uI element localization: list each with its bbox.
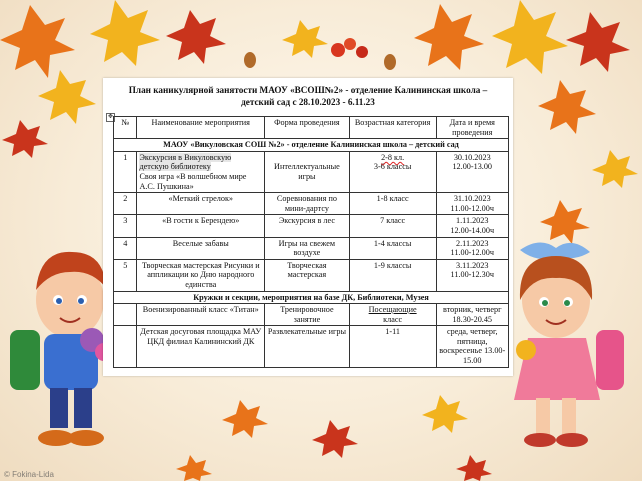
header-date: Дата и время проведения (436, 117, 509, 139)
row-date (436, 215, 509, 237)
header-no: № (114, 117, 137, 139)
row-date: среда, четверг, пятница, воскресенье 13.00-15.00 (436, 326, 509, 367)
row-form: Развлекательные игры (265, 326, 350, 367)
table-row (114, 237, 509, 259)
table-row (114, 215, 509, 237)
row-name: Веселые забавы (137, 237, 265, 259)
watermark: © Fokina-Lida (4, 470, 54, 479)
row-no: 4 (114, 237, 137, 259)
row-no: 2 (114, 193, 137, 215)
row-date-line-2: 12.00-13.00 (452, 162, 493, 172)
row-date-line-1: 1.11.2023 (456, 216, 489, 226)
table-row (114, 304, 509, 326)
row-category (349, 304, 436, 326)
row-name: «В гости к Берендею» (137, 215, 265, 237)
row-category-line-2: 3-6 классы (373, 162, 412, 172)
header-form: Форма проведения (265, 117, 350, 139)
row-name: Детская досуговая площадка МАУ ЦКД филиал Калининский ДК (137, 326, 265, 367)
row-category-line-1: 2-8 кл. (381, 152, 405, 162)
section-row (114, 139, 509, 152)
row-form: Экскурсия в лес (265, 215, 350, 237)
document-sheet (103, 78, 513, 376)
table-row (114, 326, 509, 367)
row-category: 1-11 (349, 326, 436, 367)
section-title-school: МАОУ «Викуловская СОШ №2» - отделение Калининская школа – детский сад (114, 139, 509, 152)
row-name-part-1: Экскурсия в Викуловскую детскую библиотеку (139, 152, 232, 172)
header-name: Наименование мероприятия (137, 117, 265, 139)
row-category-line-1: Посещающие (368, 305, 417, 315)
section-row (114, 291, 509, 304)
row-form: Творческая мастерская (265, 259, 350, 291)
row-date-line-1: 2.11.2023 (456, 238, 489, 248)
row-form: Игры на свежем воздухе (265, 237, 350, 259)
row-form: Соревнования по мини-дартсу (265, 193, 350, 215)
row-date (436, 259, 509, 291)
row-category: 1-4 классы (349, 237, 436, 259)
row-category: 1-8 класс (349, 193, 436, 215)
row-no: 5 (114, 259, 137, 291)
row-name: Военизированный класс «Титан» (137, 304, 265, 326)
row-date (436, 237, 509, 259)
table-header-row (114, 117, 509, 139)
row-date-line-1: 30.10.2023 (453, 152, 491, 162)
boy-illustration (10, 252, 113, 446)
girl-illustration (514, 242, 624, 447)
row-date-line-1: 31.10.2023 (453, 194, 491, 204)
row-date-line-2: 11.00-12.30ч (450, 270, 494, 280)
row-no (114, 304, 137, 326)
row-category-line-2: класс (383, 314, 403, 324)
row-category: 7 класс (349, 215, 436, 237)
row-name: Творческая мастерская Рисунки и аппликации ко Дню народного единства (137, 259, 265, 291)
row-name: «Меткий стрелок» (137, 193, 265, 215)
title-line-1: План каникулярной занятости МАОУ «ВСОШ№2» - отделение Калининская школа – (128, 85, 488, 95)
row-date-line-2: 11.00-12.00ч (450, 248, 494, 258)
row-date-line-2: 11.00-12.00ч (450, 203, 494, 213)
row-no: 3 (114, 215, 137, 237)
row-form-text: Интеллектуальные игры (274, 162, 340, 181)
row-no: 1 (114, 151, 137, 192)
section-title-clubs: Кружки и секции, мероприятия на базе ДК, Библиотеки, Музея (114, 291, 509, 304)
row-date (436, 151, 509, 192)
row-date: вторник, четверг 18.30-20.45 (436, 304, 509, 326)
row-name (137, 151, 265, 192)
table-move-handle[interactable]: ✥ (107, 114, 114, 120)
header-category: Возрастная категория (349, 117, 436, 139)
title-line-2: детский сад с 28.10.2023 - 6.11.23 (241, 97, 375, 107)
row-form (265, 151, 350, 192)
activities-table (113, 116, 509, 368)
page-title (103, 84, 513, 108)
row-date-line-1: 3.11.2023 (456, 260, 489, 270)
row-name-part-2: Своя игра «В волшебном мире А.С. Пушкина» (139, 171, 247, 191)
row-category: 1-9 классы (349, 259, 436, 291)
row-no (114, 326, 137, 367)
table-row (114, 151, 509, 192)
row-date-line-2: 12.00-14.00ч (450, 225, 495, 235)
row-category (349, 151, 436, 192)
row-form: Тренировочное занятие (265, 304, 350, 326)
table-row (114, 259, 509, 291)
table-row (114, 193, 509, 215)
row-date (436, 193, 509, 215)
